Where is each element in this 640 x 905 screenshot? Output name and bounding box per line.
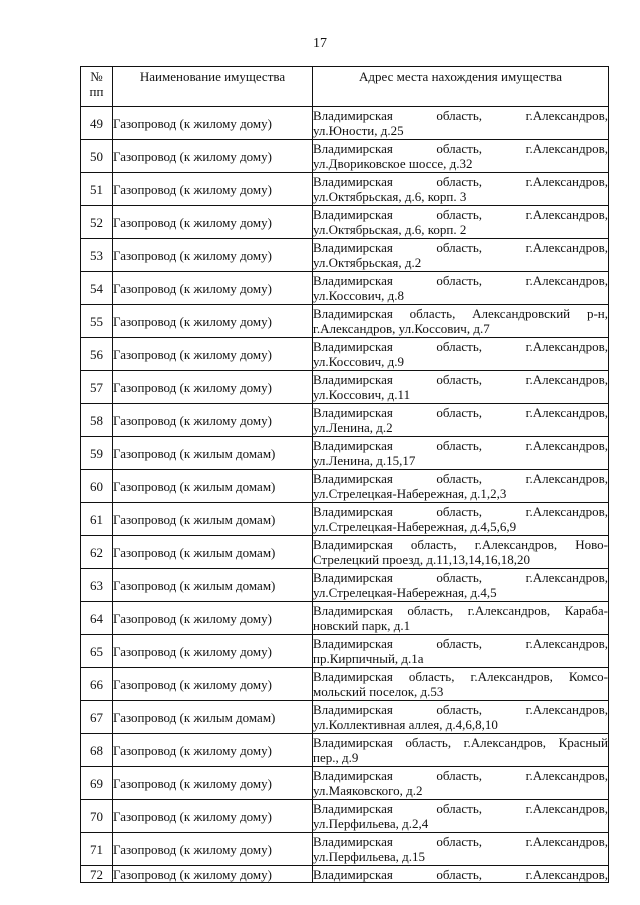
- property-name: Газопровод (к жилому дому): [113, 866, 313, 883]
- address-word: ул.Двориковское шоссе, д.32: [313, 156, 473, 171]
- row-number: 65: [81, 635, 113, 668]
- address-word: г.Александров,: [525, 273, 608, 288]
- address-word: г.Александров,: [525, 405, 608, 420]
- address-word: г.Александров,: [525, 504, 608, 519]
- address-line: [313, 372, 608, 387]
- property-address: [313, 404, 609, 437]
- address-line: [313, 618, 608, 633]
- row-number: 71: [81, 833, 113, 866]
- row-number: 50: [81, 140, 113, 173]
- address-word: Владимирская: [313, 504, 393, 519]
- property-address: [313, 800, 609, 833]
- address-word: г.Александров,: [525, 801, 608, 816]
- address-word: Владимирская: [313, 834, 393, 849]
- property-name: Газопровод (к жилому дому): [113, 173, 313, 206]
- property-name: Газопровод (к жилому дому): [113, 305, 313, 338]
- address-word: ул.Коссович, д.8: [313, 288, 405, 303]
- address-word: г.Александров,: [525, 702, 608, 717]
- address-word: пер., д.9: [313, 750, 359, 765]
- table-body: [81, 107, 609, 883]
- address-word: область,: [436, 702, 483, 717]
- address-word: ул.Ленина, д.15,17: [313, 453, 416, 468]
- property-name: Газопровод (к жилому дому): [113, 140, 313, 173]
- address-word: Стрелецкий проезд, д.11,13,14,16,18,20: [313, 552, 530, 567]
- address-word: ул.Коссович, д.11: [313, 387, 411, 402]
- address-line: [313, 141, 608, 156]
- address-word: Владимирская: [313, 669, 393, 684]
- table-row: [81, 239, 609, 272]
- address-line: [313, 156, 608, 171]
- table-row: [81, 536, 609, 569]
- property-name: Газопровод (к жилому дому): [113, 833, 313, 866]
- row-number: 54: [81, 272, 113, 305]
- property-address: [313, 767, 609, 800]
- property-address: [313, 437, 609, 470]
- address-word: область,: [410, 537, 457, 552]
- address-word: область,: [407, 603, 454, 618]
- address-word: Владимирская: [313, 405, 393, 420]
- header-number-abbrev: пп: [89, 84, 104, 99]
- row-number: 68: [81, 734, 113, 767]
- address-line: [313, 537, 608, 552]
- row-number: 58: [81, 404, 113, 437]
- row-number: 49: [81, 107, 113, 140]
- row-number: 67: [81, 701, 113, 734]
- address-line: [313, 603, 608, 618]
- address-word: область,: [436, 108, 483, 123]
- row-number: 62: [81, 536, 113, 569]
- property-name: Газопровод (к жилому дому): [113, 767, 313, 800]
- address-word: ул.Юности, д.25: [313, 123, 404, 138]
- property-address: [313, 635, 609, 668]
- property-name: Газопровод (к жилому дому): [113, 239, 313, 272]
- property-name: Газопровод (к жилым домам): [113, 701, 313, 734]
- address-word: ул.Ленина, д.2: [313, 420, 393, 435]
- row-number: 55: [81, 305, 113, 338]
- address-line: [313, 387, 608, 402]
- address-line: [313, 420, 608, 435]
- table-row: [81, 866, 609, 883]
- address-word: область,: [409, 306, 456, 321]
- header-name: Наименование имущества: [113, 67, 313, 107]
- address-word: г.Александров,: [525, 339, 608, 354]
- address-word: область,: [408, 669, 455, 684]
- table-row: [81, 371, 609, 404]
- property-address: [313, 734, 609, 767]
- property-address: [313, 140, 609, 173]
- address-word: г.Александров,: [525, 372, 608, 387]
- address-word: область,: [436, 174, 483, 189]
- address-word: ул.Октябрьская, д.2: [313, 255, 422, 270]
- address-line: [313, 453, 608, 468]
- address-word: г.Александров,: [474, 537, 558, 552]
- address-line: [313, 108, 608, 123]
- property-name: Газопровод (к жилому дому): [113, 404, 313, 437]
- address-word: Владимирская: [313, 471, 393, 486]
- address-word: пр.Кирпичный, д.1а: [313, 651, 424, 666]
- address-word: г.Александров,: [525, 141, 608, 156]
- property-address: [313, 272, 609, 305]
- address-line: [313, 768, 608, 783]
- address-word: область,: [436, 636, 483, 651]
- address-line: [313, 570, 608, 585]
- table-row: [81, 338, 609, 371]
- address-line: [313, 834, 608, 849]
- address-line: [313, 438, 608, 453]
- address-word: г.Александров,: [525, 866, 608, 882]
- property-table: [80, 66, 609, 883]
- address-word: г.Александров,: [525, 240, 608, 255]
- address-word: область,: [436, 866, 483, 882]
- address-word: область,: [436, 372, 483, 387]
- table-row: [81, 404, 609, 437]
- property-name: Газопровод (к жилому дому): [113, 800, 313, 833]
- address-word: г.Александров,: [525, 108, 608, 123]
- address-line: [313, 354, 608, 369]
- address-word: новский парк, д.1: [313, 618, 411, 633]
- address-word: мольский поселок, д.53: [313, 684, 444, 699]
- address-line: [313, 240, 608, 255]
- property-address: [313, 206, 609, 239]
- row-number: 64: [81, 602, 113, 635]
- table-row: [81, 602, 609, 635]
- table-row: [81, 305, 609, 338]
- property-address: [313, 338, 609, 371]
- table-row: [81, 800, 609, 833]
- property-address: [313, 833, 609, 866]
- address-line: [313, 255, 608, 270]
- address-word: Владимирская: [313, 768, 393, 783]
- property-name: Газопровод (к жилому дому): [113, 272, 313, 305]
- address-word: Владимирская: [313, 339, 393, 354]
- address-word: г.Александров,: [470, 669, 553, 684]
- address-word: г.Александров,: [467, 603, 551, 618]
- address-line: [313, 288, 608, 303]
- address-word: г.Александров,: [525, 636, 608, 651]
- address-word: Владимирская: [313, 537, 393, 552]
- table-row: [81, 437, 609, 470]
- address-line: [313, 552, 608, 567]
- address-word: Владимирская: [313, 240, 393, 255]
- address-word: область,: [436, 438, 483, 453]
- address-word: г.Александров,: [525, 471, 608, 486]
- property-address: [313, 569, 609, 602]
- address-word: Владимирская: [313, 141, 393, 156]
- property-address: [313, 668, 609, 701]
- table-row: [81, 173, 609, 206]
- address-word: ул.Перфильева, д.2,4: [313, 816, 429, 831]
- address-line: [313, 339, 608, 354]
- address-line: [313, 471, 608, 486]
- address-line: [313, 867, 608, 882]
- property-name: Газопровод (к жилому дому): [113, 206, 313, 239]
- address-word: р-н,: [586, 306, 608, 321]
- address-word: ул.Маяковского, д.2: [313, 783, 423, 798]
- address-word: Караба-: [564, 603, 608, 618]
- property-name: Газопровод (к жилым домам): [113, 437, 313, 470]
- property-name: Газопровод (к жилому дому): [113, 371, 313, 404]
- address-word: Владимирская: [313, 702, 393, 717]
- address-word: область,: [436, 471, 483, 486]
- address-word: Владимирская: [313, 108, 393, 123]
- property-address: [313, 503, 609, 536]
- address-word: Ново-: [575, 537, 608, 552]
- address-line: [313, 405, 608, 420]
- address-word: ул.Коссович, д.9: [313, 354, 405, 369]
- row-number: 60: [81, 470, 113, 503]
- header-address: Адрес места нахождения имущества: [313, 67, 609, 107]
- table-row: [81, 569, 609, 602]
- address-word: г.Александров,: [525, 438, 608, 453]
- property-address: [313, 371, 609, 404]
- address-word: Владимирская: [313, 636, 393, 651]
- address-word: Владимирская: [313, 438, 393, 453]
- property-address: [313, 866, 609, 883]
- row-number: 56: [81, 338, 113, 371]
- address-line: [313, 669, 608, 684]
- row-number: 70: [81, 800, 113, 833]
- address-word: ул.Перфильева, д.15: [313, 849, 425, 864]
- table-row: [81, 701, 609, 734]
- page-number: 17: [313, 36, 327, 51]
- address-word: область,: [436, 834, 483, 849]
- address-word: Владимирская: [313, 273, 393, 288]
- property-address: [313, 701, 609, 734]
- property-address: [313, 239, 609, 272]
- address-word: г.Александров,: [525, 207, 608, 222]
- address-word: Владимирская: [313, 735, 393, 750]
- address-word: ул.Стрелецкая-Набережная, д.4,5: [313, 585, 497, 600]
- table-row: [81, 767, 609, 800]
- address-word: область,: [436, 801, 483, 816]
- address-word: г.Александров, ул.Коссович, д.7: [313, 321, 490, 336]
- property-address: [313, 305, 609, 338]
- address-line: [313, 816, 608, 831]
- address-word: г.Александров,: [525, 570, 608, 585]
- address-word: Владимирская: [313, 603, 393, 618]
- address-word: ул.Стрелецкая-Набережная, д.4,5,6,9: [313, 519, 517, 534]
- address-word: область,: [436, 339, 483, 354]
- property-name: Газопровод (к жилым домам): [113, 536, 313, 569]
- address-line: [313, 849, 608, 864]
- address-line: [313, 717, 608, 732]
- row-number: 63: [81, 569, 113, 602]
- property-address: [313, 602, 609, 635]
- address-word: Владимирская: [313, 372, 393, 387]
- address-line: [313, 306, 608, 321]
- row-number: 59: [81, 437, 113, 470]
- address-word: область,: [436, 504, 483, 519]
- property-address: [313, 107, 609, 140]
- address-word: область,: [436, 207, 483, 222]
- address-line: [313, 222, 608, 237]
- row-number: 51: [81, 173, 113, 206]
- address-line: [313, 684, 608, 699]
- property-name: Газопровод (к жилому дому): [113, 635, 313, 668]
- address-word: область,: [436, 240, 483, 255]
- address-word: область,: [436, 405, 483, 420]
- row-number: 61: [81, 503, 113, 536]
- address-word: ул.Коллективная аллея, д.4,6,8,10: [313, 717, 498, 732]
- address-line: [313, 207, 608, 222]
- address-line: [313, 801, 608, 816]
- property-name: Газопровод (к жилому дому): [113, 668, 313, 701]
- property-name: Газопровод (к жилому дому): [113, 602, 313, 635]
- address-word: г.Александров,: [525, 174, 608, 189]
- table-row: [81, 503, 609, 536]
- address-line: [313, 273, 608, 288]
- address-line: [313, 123, 608, 138]
- address-line: [313, 519, 608, 534]
- table-row: [81, 272, 609, 305]
- row-number: 72: [81, 866, 113, 883]
- address-word: область,: [436, 768, 483, 783]
- address-word: Владимирская: [313, 866, 393, 882]
- property-name: Газопровод (к жилому дому): [113, 107, 313, 140]
- address-word: область,: [405, 735, 452, 750]
- property-name: Газопровод (к жилому дому): [113, 734, 313, 767]
- header-number-symbol: №: [90, 69, 103, 84]
- address-line: [313, 783, 608, 798]
- address-word: г.Александров,: [525, 834, 608, 849]
- row-number: 69: [81, 767, 113, 800]
- table-row: [81, 734, 609, 767]
- row-number: 66: [81, 668, 113, 701]
- property-name: Газопровод (к жилым домам): [113, 569, 313, 602]
- table-row: [81, 635, 609, 668]
- row-number: 57: [81, 371, 113, 404]
- address-word: ул.Стрелецкая-Набережная, д.1,2,3: [313, 486, 507, 501]
- property-address: [313, 536, 609, 569]
- address-line: [313, 321, 608, 336]
- row-number: 53: [81, 239, 113, 272]
- address-word: Владимирская: [313, 306, 393, 321]
- address-word: Владимирская: [313, 174, 393, 189]
- table-row: [81, 107, 609, 140]
- property-address: [313, 173, 609, 206]
- property-name: Газопровод (к жилым домам): [113, 470, 313, 503]
- property-name: Газопровод (к жилым домам): [113, 503, 313, 536]
- address-word: Владимирская: [313, 207, 393, 222]
- address-word: г.Александров,: [463, 735, 547, 750]
- address-word: ул.Октябрьская, д.6, корп. 2: [313, 222, 467, 237]
- address-word: Владимирская: [313, 570, 393, 585]
- address-word: ул.Октябрьская, д.6, корп. 3: [313, 189, 467, 204]
- table-row: [81, 833, 609, 866]
- address-line: [313, 504, 608, 519]
- address-line: [313, 585, 608, 600]
- table-row: [81, 668, 609, 701]
- property-name: Газопровод (к жилому дому): [113, 338, 313, 371]
- address-line: [313, 750, 608, 765]
- address-word: область,: [436, 141, 483, 156]
- address-word: Александровский: [472, 306, 571, 321]
- row-number: 52: [81, 206, 113, 239]
- address-line: [313, 174, 608, 189]
- address-line: [313, 702, 608, 717]
- address-word: Красный: [558, 735, 608, 750]
- address-word: область,: [436, 273, 483, 288]
- header-number: [81, 67, 113, 107]
- address-word: Владимирская: [313, 801, 393, 816]
- address-line: [313, 735, 608, 750]
- address-word: область,: [436, 570, 483, 585]
- table-header-row: [81, 67, 609, 107]
- address-line: [313, 486, 608, 501]
- address-line: [313, 189, 608, 204]
- address-line: [313, 636, 608, 651]
- address-line: [313, 651, 608, 666]
- table-row: [81, 470, 609, 503]
- address-word: Комсо-: [568, 669, 608, 684]
- property-address: [313, 470, 609, 503]
- address-word: г.Александров,: [525, 768, 608, 783]
- table-row: [81, 140, 609, 173]
- table-row: [81, 206, 609, 239]
